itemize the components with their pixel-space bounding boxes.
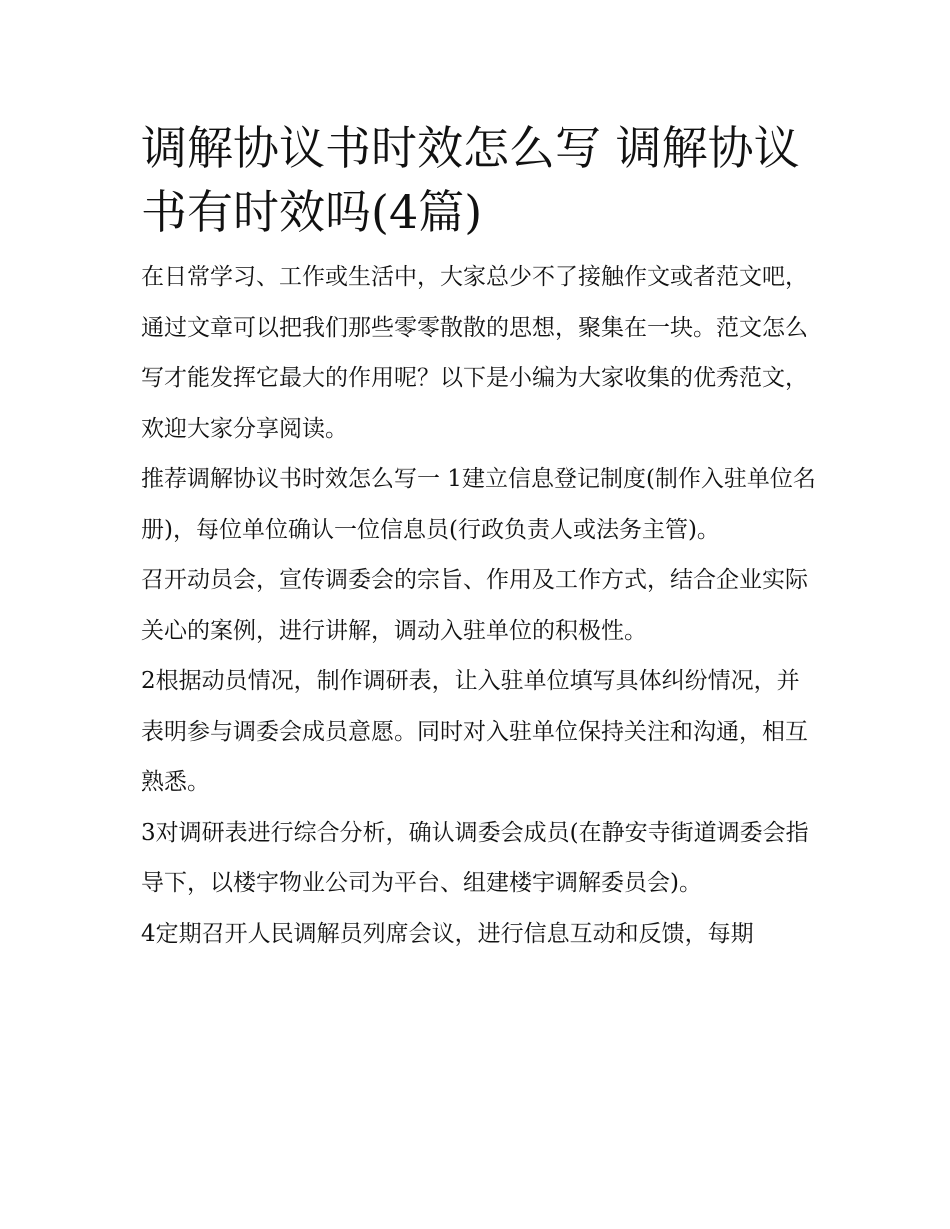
document-title: 调解协议书时效怎么写 调解协议书有时效吗(4篇) — [141, 121, 800, 239]
paragraph-step-1: 推荐调解协议书时效怎么写一 1建立信息登记制度(制作入驻单位名册)，每位单位确认一位信息员(行政负责人或法务主管)。 — [141, 466, 816, 543]
document-body — [141, 116, 821, 959]
paragraph-intro: 在日常学习、工作或生活中，大家总少不了接触作文或者范文吧，通过文章可以把我们那些零零散散的思想，聚集在一块。范文怎么写才能发挥它最大的作用呢？以下是小编为大家收集的优秀范文，欢迎大家分享阅读。 — [141, 264, 808, 442]
paragraph-step-4: 4定期召开人民调解员列席会议，进行信息互动和反馈，每期 — [141, 920, 754, 947]
paragraph-mobilization: 召开动员会，宣传调委会的宗旨、作用及工作方式，结合企业实际关心的案例，进行讲解，调动入驻单位的积极性。 — [141, 567, 808, 644]
paragraph-step-3: 3对调研表进行综合分析，确认调委会成员(在静安寺街道调委会指导下，以楼宇物业公司为平台、组建楼宇调解委员会)。 — [141, 819, 809, 896]
paragraph-step-2: 2根据动员情况，制作调研表，让入驻单位填写具体纠纷情况，并表明参与调委会成员意愿。同时对入驻单位保持关注和沟通，相互熟悉。 — [141, 668, 808, 795]
